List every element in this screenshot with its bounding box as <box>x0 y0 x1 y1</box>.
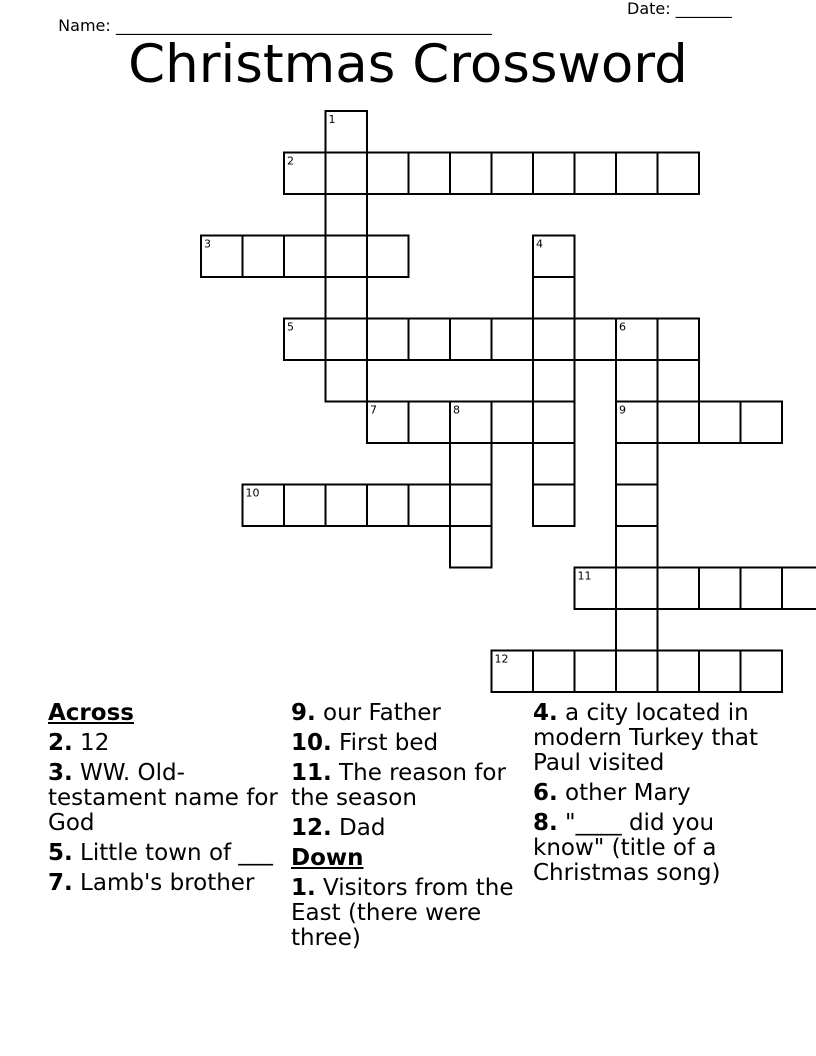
grid-cell[interactable] <box>533 485 575 527</box>
grid-cell[interactable] <box>616 485 658 527</box>
grid-cell[interactable] <box>741 651 783 693</box>
grid-cell[interactable] <box>450 153 492 195</box>
clue-across-7: 7. Lamb's brother <box>48 870 255 896</box>
page-title: Christmas Crossword <box>128 34 688 95</box>
clue-across-3: 3. WW. Old-testament name for God <box>48 760 278 836</box>
across-heading: Across <box>48 700 134 726</box>
grid-cell[interactable] <box>741 402 783 444</box>
grid-cell[interactable] <box>450 526 492 568</box>
grid-cell[interactable] <box>326 485 368 527</box>
grid-cell[interactable] <box>326 194 368 236</box>
grid-cell[interactable] <box>409 153 451 195</box>
clue-down-1: 1. Visitors from the East (there were three) <box>291 875 514 951</box>
grid-cell[interactable] <box>616 153 658 195</box>
clue-column-1 <box>48 701 288 901</box>
grid-cell[interactable] <box>284 236 326 278</box>
grid-cell[interactable] <box>492 153 534 195</box>
clue-down-6: 6. other Mary <box>533 780 691 806</box>
clue-column-3 <box>533 701 773 891</box>
grid-cell[interactable] <box>616 526 658 568</box>
grid-cell[interactable] <box>658 402 700 444</box>
grid-cell[interactable] <box>699 402 741 444</box>
grid-cell[interactable] <box>616 651 658 693</box>
clue-across-5: 5. Little town of ___ <box>48 840 273 866</box>
cell-number: 5 <box>287 320 294 334</box>
name-field[interactable]: Name: _______________________________________________ <box>58 16 492 35</box>
grid-cell[interactable] <box>533 319 575 361</box>
clue-across-2: 2. 12 <box>48 730 110 756</box>
clue-column-2 <box>291 701 531 956</box>
grid-cell[interactable] <box>658 319 700 361</box>
grid-cell[interactable] <box>616 443 658 485</box>
grid-cell[interactable] <box>326 277 368 319</box>
grid-cell[interactable] <box>326 153 368 195</box>
grid-cell[interactable] <box>284 485 326 527</box>
clue-across-12: 12. Dad <box>291 815 386 841</box>
grid-cell[interactable] <box>409 485 451 527</box>
clue-across-10: 10. First bed <box>291 730 439 756</box>
grid-cell[interactable] <box>450 485 492 527</box>
grid-cell[interactable] <box>658 651 700 693</box>
cell-number: 8 <box>453 403 460 417</box>
grid-cell[interactable] <box>450 443 492 485</box>
cell-number: 2 <box>287 154 294 168</box>
grid-cell[interactable] <box>533 651 575 693</box>
cell-number: 9 <box>619 403 626 417</box>
grid-cell[interactable] <box>492 402 534 444</box>
grid-cell[interactable] <box>533 402 575 444</box>
cell-number: 6 <box>619 320 626 334</box>
grid-cell[interactable] <box>575 153 617 195</box>
cell-number: 4 <box>536 237 543 251</box>
grid-cell[interactable] <box>367 485 409 527</box>
grid-cell[interactable] <box>616 609 658 651</box>
cell-number: 11 <box>577 569 592 583</box>
grid-cell[interactable] <box>616 568 658 610</box>
grid-cell[interactable] <box>367 319 409 361</box>
grid-cell[interactable] <box>782 568 816 610</box>
cell-number: 3 <box>204 237 211 251</box>
grid-cell[interactable] <box>367 236 409 278</box>
clue-down-8: 8. "____ did you know" (title of a Christmas song) <box>533 810 721 886</box>
grid-cell[interactable] <box>575 319 617 361</box>
grid-cell[interactable] <box>533 277 575 319</box>
cell-number: 7 <box>370 403 377 417</box>
clue-across-9: 9. our Father <box>291 700 441 726</box>
date-field[interactable]: Date: _______ <box>627 0 732 18</box>
cell-number: 12 <box>494 652 509 666</box>
grid-cell[interactable] <box>741 568 783 610</box>
grid-cell[interactable] <box>409 319 451 361</box>
grid-cell[interactable] <box>658 360 700 402</box>
grid-cell[interactable] <box>409 402 451 444</box>
cell-number: 1 <box>328 113 336 126</box>
grid-cell[interactable] <box>699 568 741 610</box>
grid-cell[interactable] <box>699 651 741 693</box>
grid-cell[interactable] <box>367 153 409 195</box>
grid-cell[interactable] <box>533 153 575 195</box>
grid-cell[interactable] <box>658 153 700 195</box>
grid-cell[interactable] <box>533 360 575 402</box>
grid-cell[interactable] <box>326 236 368 278</box>
grid-cell[interactable] <box>575 651 617 693</box>
grid-cell[interactable] <box>492 319 534 361</box>
grid-cell[interactable] <box>658 568 700 610</box>
cell-number: 10 <box>245 486 260 500</box>
clue-down-4: 4. a city located in modern Turkey that Paul visited <box>533 700 759 776</box>
down-heading: Down <box>291 845 364 871</box>
grid-cell[interactable] <box>243 236 285 278</box>
grid-cell[interactable] <box>326 360 368 402</box>
grid-cell[interactable] <box>450 319 492 361</box>
grid-cell[interactable] <box>533 443 575 485</box>
clue-across-11: 11. The reason for the season <box>291 760 506 811</box>
grid-cell[interactable] <box>326 319 368 361</box>
grid-cell[interactable] <box>616 360 658 402</box>
